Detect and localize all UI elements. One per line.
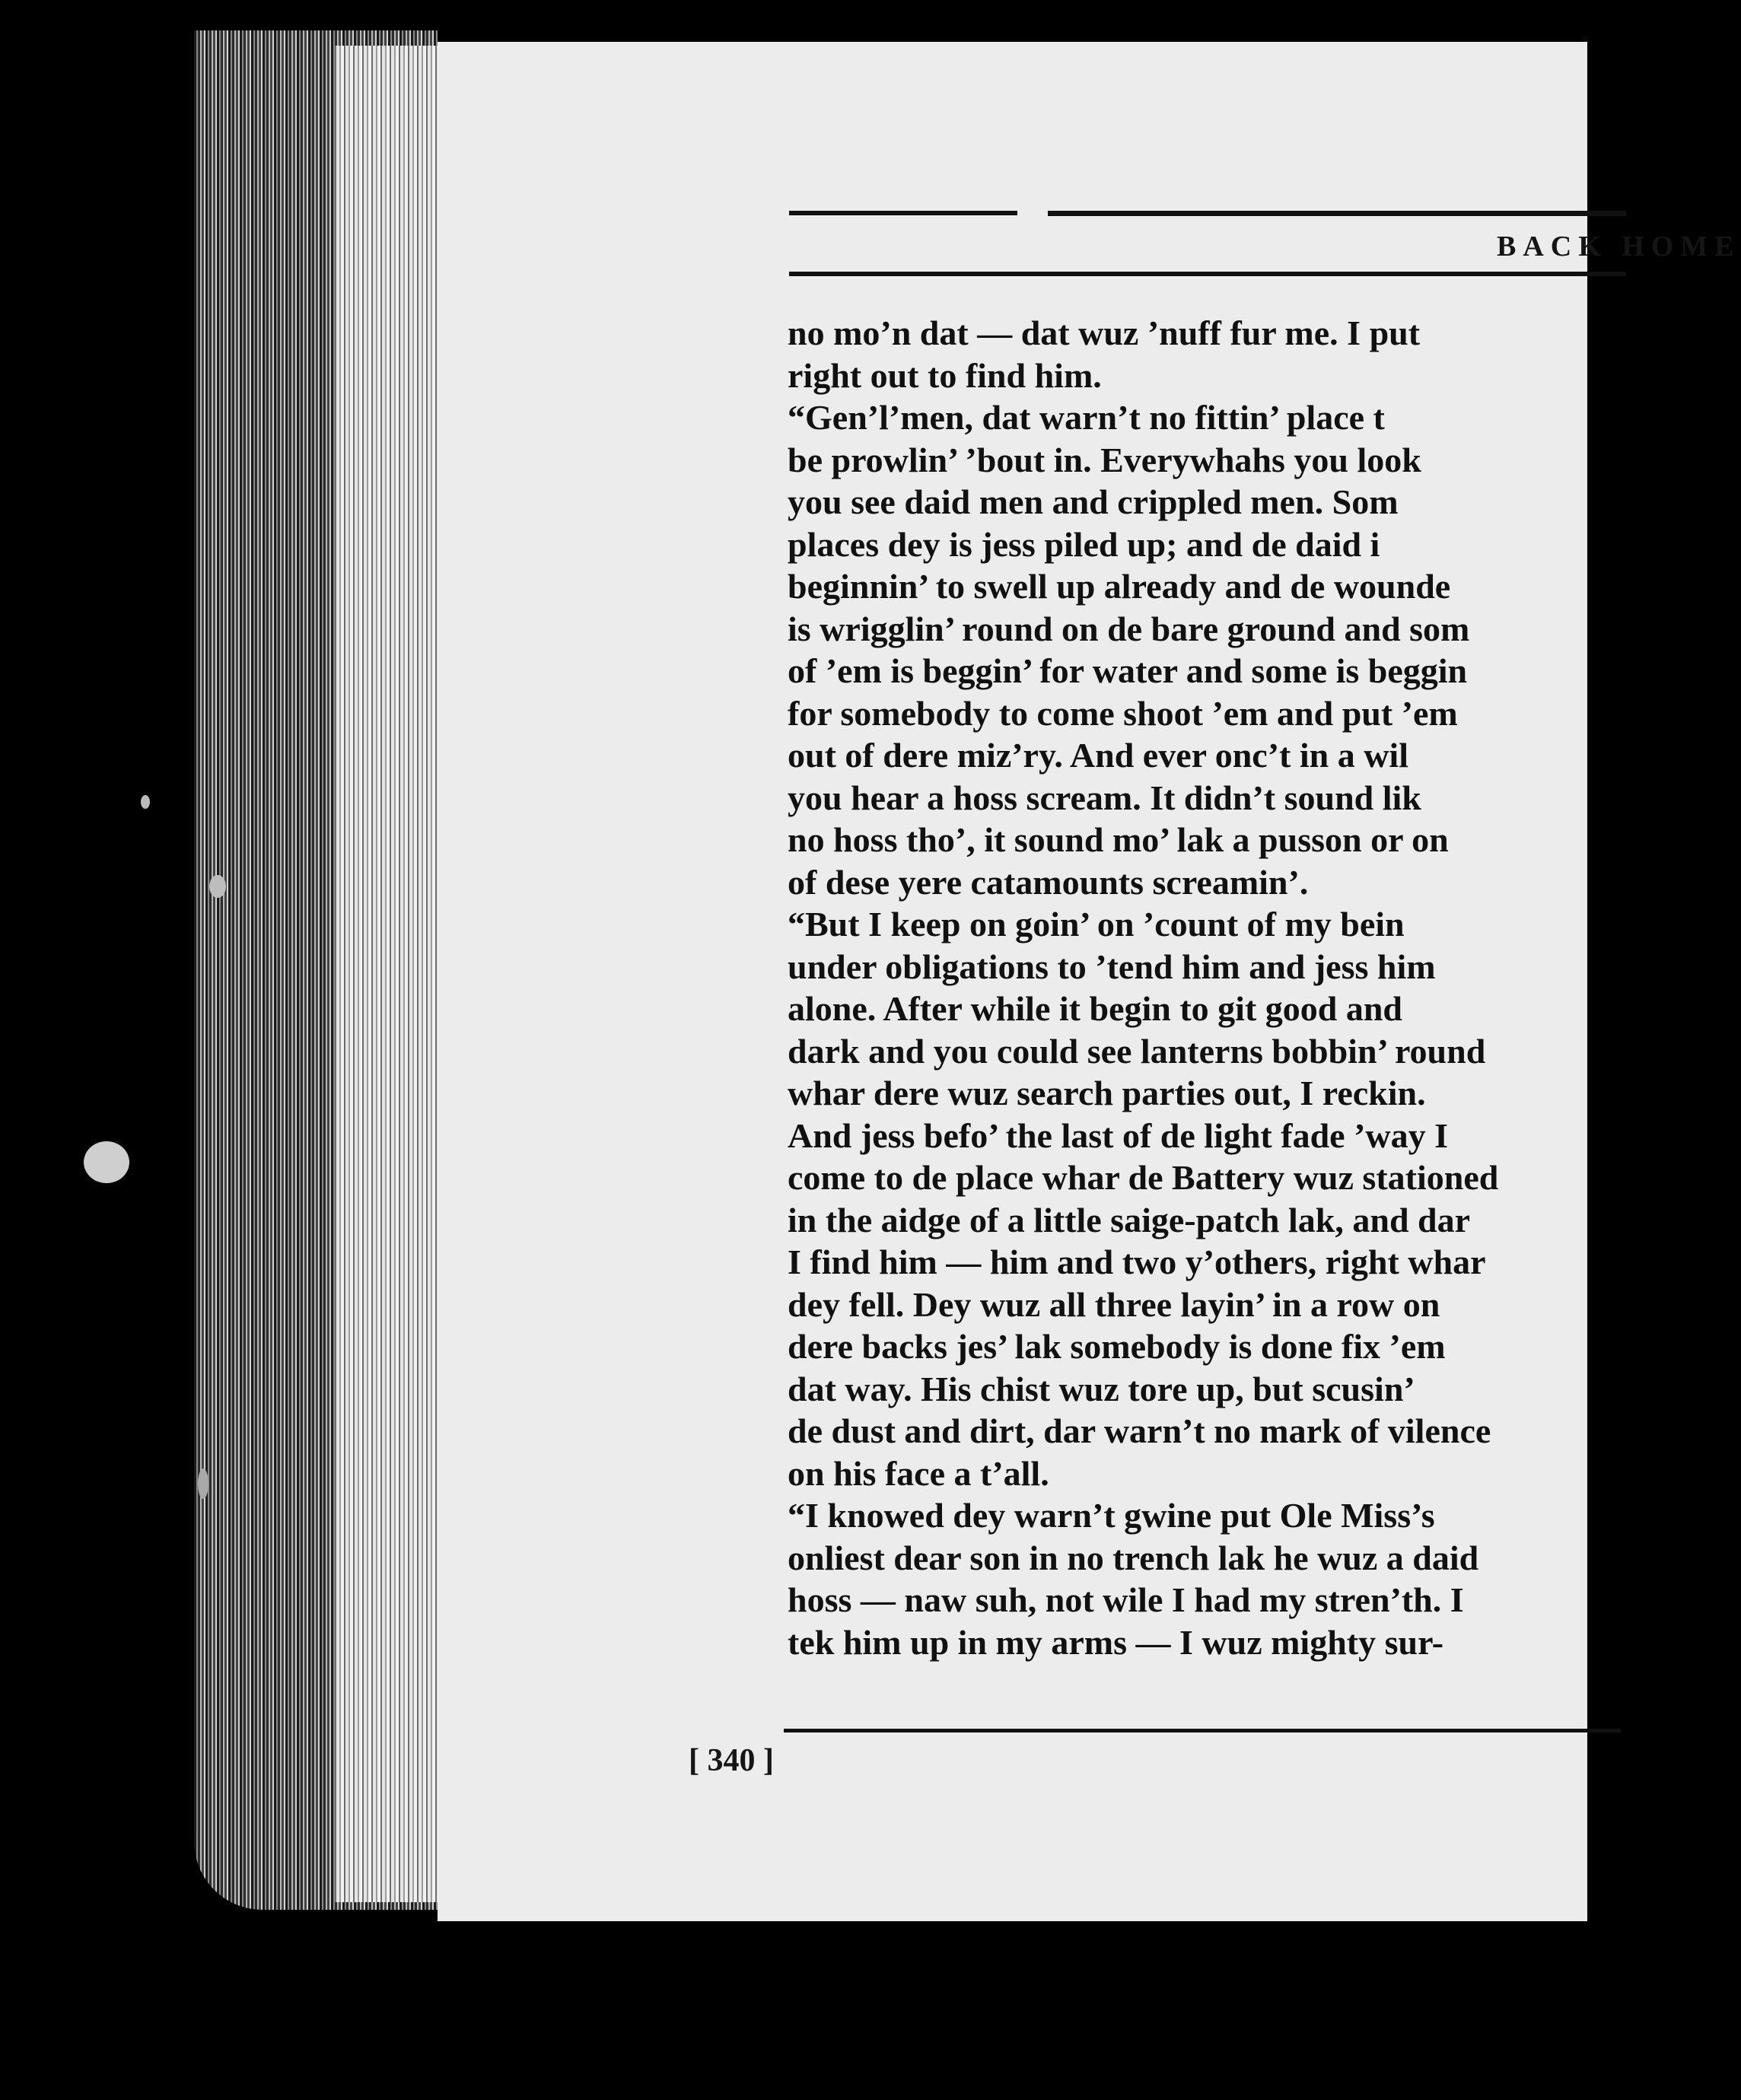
text-line: alone. After while it begin to git good and — [788, 989, 1403, 1028]
text-line: be prowlin’ ’bout in. Everywhahs you look — [788, 440, 1421, 479]
text-line: “Gen’l’men, dat warn’t no fittin’ place t — [788, 398, 1385, 437]
text-line: “But I keep on goin’ on ’count of my bein — [788, 905, 1405, 943]
paper-blemish — [198, 1468, 208, 1499]
text-line: of dese yere catamounts screamin’. — [788, 862, 1309, 902]
text-line: And jess befo’ the last of de light fade ’way I — [788, 1115, 1449, 1155]
body-text — [788, 312, 1602, 1663]
text-line: you see daid men and crippled men. Som — [788, 482, 1399, 521]
text-line: in the aidge of a little saige-patch lak, and dar — [788, 1200, 1471, 1239]
text-line: dark and you could see lanterns bobbin’ round — [788, 1031, 1486, 1071]
text-line: places dey is jess piled up; and de daid i — [788, 524, 1380, 564]
text-line: beginnin’ to swell up already and de wounde — [788, 567, 1451, 606]
page-header — [789, 211, 1741, 276]
paper-blemish — [84, 1141, 129, 1183]
text-line: you hear a hoss scream. It didn’t sound lik — [788, 778, 1421, 817]
text-line: come to de place whar de Battery wuz stationed — [788, 1158, 1499, 1197]
header-rule — [789, 272, 1626, 276]
text-line: dat way. His chist wuz tore up, but scusin’ — [788, 1369, 1415, 1408]
text-line: I find him — him and two y’others, right whar — [788, 1242, 1486, 1281]
text-line: dere backs jes’ lak somebody is done fix ’em — [788, 1327, 1446, 1366]
text-line: tek him up in my arms — I wuz mighty sur- — [788, 1622, 1444, 1662]
text-line: for somebody to come shoot ’em and put ’em — [788, 693, 1458, 733]
text-line: no hoss tho’, it sound mo’ lak a pusson or on — [788, 820, 1449, 859]
text-line: is wrigglin’ round on de bare ground and som — [788, 609, 1470, 648]
header-rule-top — [789, 211, 1626, 215]
text-line: of ’em is beggin’ for water and some is beggin — [788, 651, 1468, 690]
paper-blemish — [141, 795, 150, 809]
text-line: de dust and dirt, dar warn’t no mark of vilence — [788, 1411, 1491, 1450]
paper-blemish — [209, 875, 226, 898]
text-line: no mo’n dat — dat wuz ’nuff fur me. I put — [788, 313, 1421, 352]
text-line: hoss — naw suh, not wile I had my stren’th. I — [788, 1580, 1464, 1619]
text-line: on his face a t’all. — [788, 1453, 1049, 1493]
text-line: right out to find him. — [788, 355, 1102, 395]
book-page — [438, 42, 1741, 1921]
page-edges-inner — [335, 46, 441, 1902]
text-line: “I knowed dey warn’t gwine put Ole Miss’s — [788, 1496, 1435, 1535]
footer-rule — [784, 1729, 1621, 1732]
text-line: out of dere miz’ry. And ever onc’t in a wil — [788, 736, 1408, 775]
text-line: whar dere wuz search parties out, I reckin. — [788, 1074, 1426, 1112]
text-line: dey fell. Dey wuz all three layin’ in a row on — [788, 1284, 1440, 1324]
page-number: [ 340 ] — [689, 1743, 774, 1778]
running-head: BACK HOME — [1497, 231, 1741, 262]
text-line: under obligations to ’tend him and jess him — [788, 947, 1436, 986]
text-line: onliest dear son in no trench lak he wuz a daid — [788, 1538, 1479, 1577]
